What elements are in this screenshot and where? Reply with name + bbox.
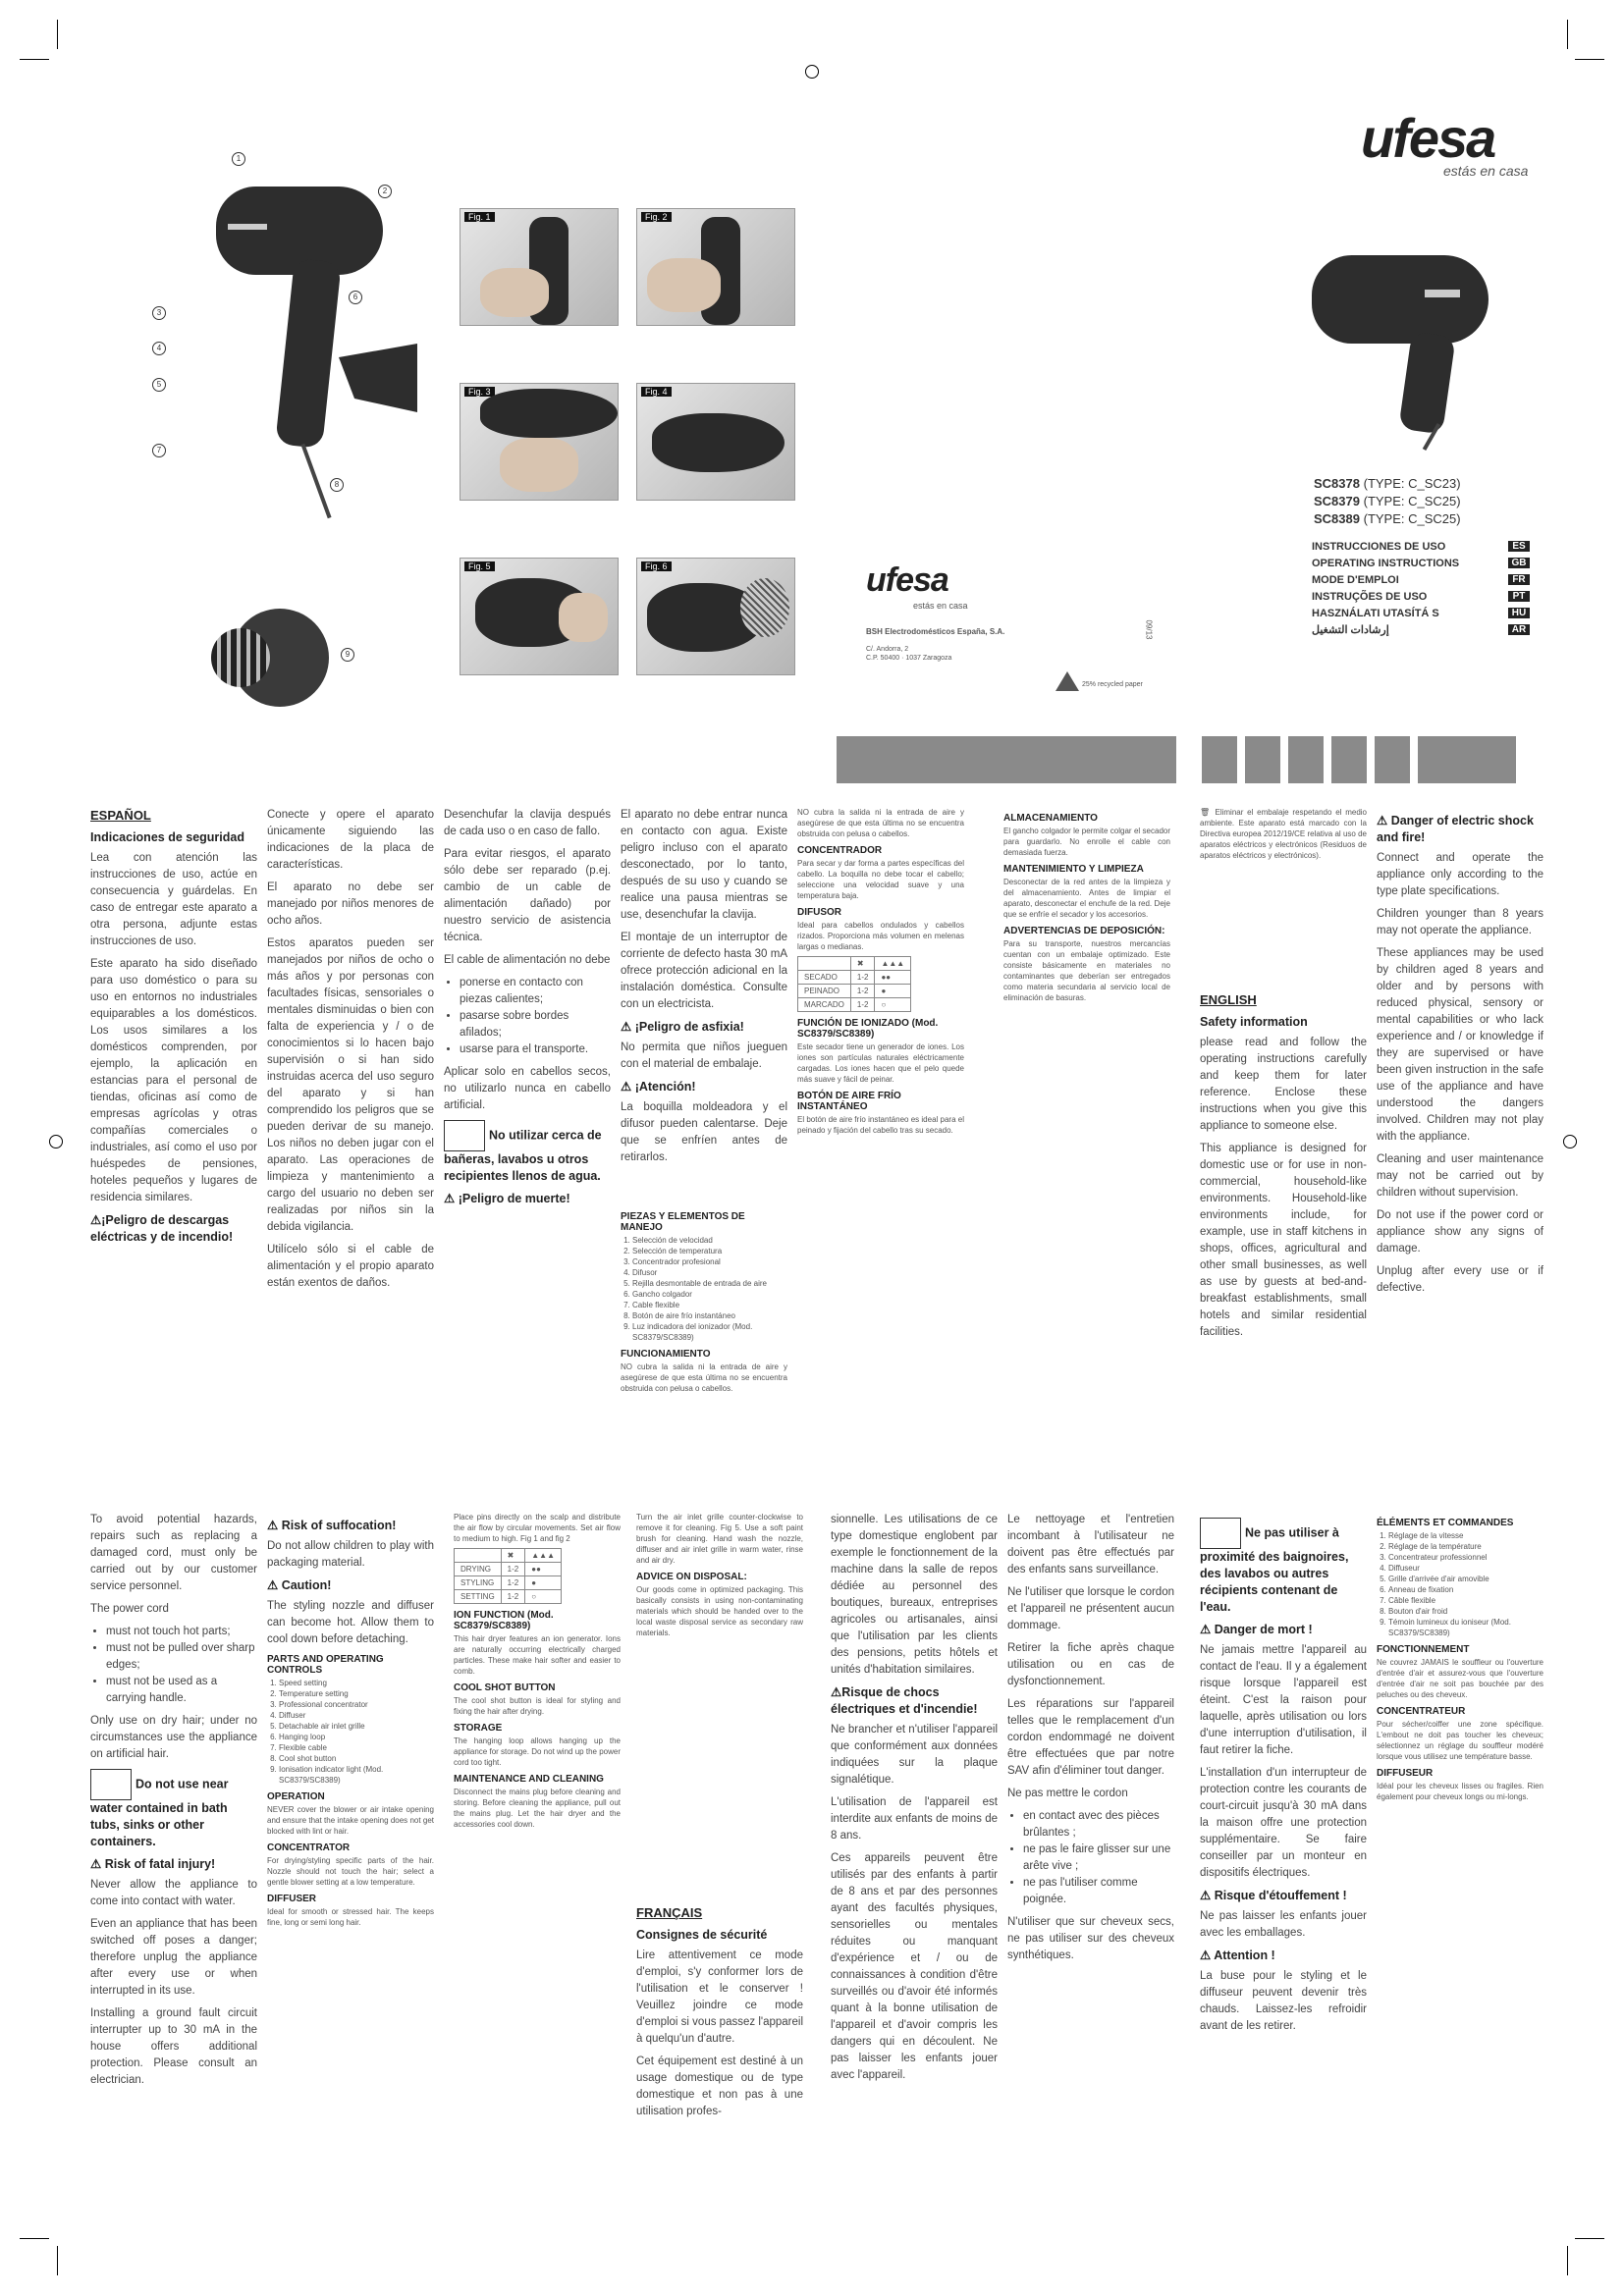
list-item: 5. Detachable air inlet grille	[279, 1721, 434, 1732]
paragraph: Para su transporte, nuestros mercancías cuentan con un embalaje optimizado. Este consiste básicamente en materiales no contaminantes que deberían ser entregados como materia secundaria al servicio local de eliminación de basuras.	[1003, 939, 1170, 1002]
list-item: 4. Diffuseur	[1388, 1563, 1543, 1574]
paragraph: Retirer la fiche après chaque utilisation ou en cas de dysfonctionnement.	[1007, 1642, 1174, 1687]
paragraph: sionnelle. Les utilisations de ce type domestique englobent par exemple le fonctionnement de la machine dans la salle de repos dédiée au personnel des boutiques, bureaux, entreprises agricoles ou artisanales, ainsi que l'utilisation par les clients des pensions, petits hôtels et unités d'habitation similaires.	[831, 1514, 998, 1676]
list-item: 1. Réglage de la vitesse	[1388, 1530, 1543, 1541]
list-item: 2. Temperature setting	[279, 1688, 434, 1699]
crop-mark	[1567, 2246, 1568, 2275]
paragraph: Desconectar de la red antes de la limpieza y del almacenamiento. Antes de limpiar el aparato, desconectar el enchufe de la red. Deje que se enfríe el secador y los accesorios.	[1003, 878, 1170, 919]
paragraph: please read and follow the operating instructions carefully and keep them for later reference. Enclose these instructions when you give this appliance to someone else.	[1200, 1037, 1367, 1132]
figure-photo-5: Fig. 5	[460, 558, 619, 675]
callout-badge: 2	[378, 185, 392, 198]
list-item: 5. Grille d'arrivée d'air amovible	[1388, 1574, 1543, 1584]
warning-title: No utilizar cerca de bañeras, lavabos u otros recipientes llenos de agua.	[444, 1120, 611, 1185]
paragraph: NEVER cover the blower or air intake opening and ensure that the intake opening does not get blocked with lint or hair.	[267, 1805, 434, 1836]
subsection-title: FONCTIONNEMENT	[1377, 1644, 1470, 1655]
brand-tagline: estás en casa	[1443, 163, 1529, 179]
warning-title: Do not use near water contained in bath tubs, sinks or other containers.	[90, 1769, 257, 1850]
callout-badge: 7	[152, 444, 166, 457]
recycled-paper-note: 25% recycled paper	[1082, 681, 1143, 688]
fr-column-3	[1007, 1512, 1174, 2209]
figure-photo-6: Fig. 6	[636, 558, 795, 675]
warning-icon: ⚠	[1200, 1623, 1212, 1636]
registration-mark	[805, 65, 819, 79]
paragraph: El montaje de un interruptor de corriente de defecto hasta 30 mA ofrece protección adicional en la instalación doméstica. Consulte con un electricista.	[621, 932, 787, 1010]
warning-title: ⚠Risque de chocs électriques et d'incendie!	[831, 1685, 978, 1716]
settings-table	[454, 1548, 562, 1604]
list-item: • usarse para el transporte.	[460, 1041, 611, 1058]
warning-icon: ⚠	[1200, 1949, 1212, 1962]
list-item: 2. Selección de temperatura	[632, 1246, 787, 1256]
warning-title: ⚠ Risk of fatal injury!	[90, 1857, 216, 1871]
list-item: • ponerse en contacto con piezas calientes;	[460, 975, 611, 1008]
list-item: • must not be used as a carrying handle.	[106, 1674, 257, 1707]
paragraph: Turn the air inlet grille counter-clockwise to remove it for cleaning. Fig 5. Use a soft paint brush for cleaning. Hand wash the nozzle, diffuser and air inlet grille in warm water, rinse and air dry.	[636, 1513, 803, 1565]
paragraph: Aplicar solo en cabellos secos, no utilizarlo nunca en cabello artificial.	[444, 1066, 611, 1111]
warning-title: ⚠ Caution!	[267, 1578, 332, 1592]
list-item: • pasarse sobre bordes afilados;	[460, 1008, 611, 1041]
subsection-title: ALMACENAMIENTO	[1003, 813, 1098, 824]
grey-bar	[1202, 736, 1237, 783]
paragraph: L'installation d'un interrupteur de protection contre les courants de court-circuit jusqu'à 30 mA dans la maison offre une protection supplémentaire. Se faire conseiller par un monteur en dispositifs électriques.	[1200, 1767, 1367, 1879]
list-item: 8. Botón de aire frío instantáneo	[632, 1310, 787, 1321]
paragraph: El botón de aire frío instantáneo es ideal para el peinado y fijación del cabello tras su secado.	[797, 1115, 964, 1135]
crop-mark	[1567, 20, 1568, 49]
subsection-title: STORAGE	[454, 1723, 503, 1734]
language-list	[1312, 538, 1530, 638]
callout-badge: 9	[341, 648, 354, 662]
paragraph: Lea con atención las instrucciones de uso, actúe en consecuencia y guárdelas. En caso de entregar este aparato a otra persona, adjunte estas instrucciones de uso.	[90, 852, 257, 947]
paragraph: Conecte y opere el aparato únicamente siguiendo las indicaciones de la placa de características.	[267, 809, 434, 871]
brand-logo: ufesa	[1361, 107, 1495, 169]
subsection-title: OPERATION	[267, 1791, 325, 1802]
gb-parts-block	[267, 1654, 434, 1928]
subsection-title: FUNCIONAMIENTO	[621, 1349, 711, 1360]
paragraph: Do not use if the power cord or appliance show any signs of damage.	[1377, 1209, 1543, 1255]
crop-mark	[57, 2246, 58, 2275]
paragraph: Never allow the appliance to come into contact with water.	[90, 1879, 257, 1907]
list-item: 9. Témoin lumineux du ioniseur (Mod. SC8379/SC8389)	[1388, 1617, 1543, 1638]
crop-mark	[57, 20, 58, 49]
paragraph: This appliance is designed for domestic use or for use in non-commercial, household-like environments. Household-like environments include, for example, use in staff kitchens in shops, offices, agricultural and other small businesses, as well as use by guests at bed-and-breakfast establishments, small hotels and similar residential facilities.	[1200, 1143, 1367, 1338]
table-row: ✖ ▲▲▲	[798, 957, 911, 971]
subsection-title: Indicaciones de seguridad	[90, 830, 244, 844]
subsection-title: MAINTENANCE AND CLEANING	[454, 1774, 604, 1785]
language-row: إرشادات التشغيل AR	[1312, 621, 1530, 638]
paragraph: Connect and operate the appliance only according to the type plate specifications.	[1377, 852, 1543, 897]
warning-icon: ⚠	[1377, 814, 1388, 828]
paragraph: La boquilla moldeadora y el difusor pueden calentarse. Deje que se enfríen antes de retirarlos.	[621, 1101, 787, 1163]
imprint-tagline: estás en casa	[913, 601, 968, 611]
paragraph: Desenchufar la clavija después de cada uso o en caso de fallo.	[444, 809, 611, 837]
warning-icon: ⚠	[621, 1080, 632, 1094]
figure-photo-2: Fig. 2	[636, 208, 795, 326]
section-heading: ESPAÑOL	[90, 808, 151, 823]
imprint-logo: ufesa	[866, 561, 948, 599]
warning-icon: ⚠	[90, 1857, 102, 1871]
paragraph: Estos aparatos pueden ser manejados por niños de ocho o más años y por personas con facultades físicas, sensoriales o mentales disminuidas o bien con falta de experiencia y / o de conocimientos si lo hacen bajo supervisión o si han sido instruidas acerca del uso seguro del aparato y si han comprendido los peligros que se pueden derivar de su manejo. Los niños no deben jugar con el aparato. Las operaciones de limpieza y mantenimiento a cargo del usuario no deben ser realizadas por niños sin la debida vigilancia.	[267, 937, 434, 1233]
paragraph: Disconnect the mains plug before cleaning and storing. Before cleaning the appliance, pull out the mains plug. Let the hair dryer and the accessories cool down.	[454, 1788, 621, 1829]
callout-badge: 5	[152, 378, 166, 392]
product-drawing-diffuser	[211, 589, 339, 717]
callout-badge: 4	[152, 342, 166, 355]
grey-bar	[1418, 736, 1516, 783]
section-heading: FRANÇAIS	[636, 1905, 703, 1920]
bullet-list	[90, 1624, 257, 1707]
bullet-list	[444, 975, 611, 1058]
table-row: STYLING 1-2 ●	[455, 1576, 562, 1590]
gb-column-1	[1200, 991, 1367, 1492]
warning-icon: ⚠	[1200, 1889, 1212, 1902]
paragraph: NO cubra la salida ni la entrada de aire y asegúrese de que esta última no se encuentra obstruida con pelusa o cabellos.	[797, 808, 964, 838]
paragraph: L'utilisation de l'appareil est interdite aux enfants de moins de 8 ans.	[831, 1796, 998, 1842]
no-bath-icon	[444, 1120, 485, 1151]
gb-small-column-1	[454, 1512, 621, 2209]
warning-title: ⚠ Attention !	[1200, 1949, 1275, 1962]
warning-icon: ⚠	[831, 1685, 842, 1699]
gb-column-4	[267, 1512, 434, 2209]
warning-title: ⚠ ¡Peligro de muerte!	[444, 1192, 570, 1205]
warning-title: ⚠ ¡Peligro de asfixia!	[621, 1020, 744, 1034]
figure-photo-1: Fig. 1	[460, 208, 619, 326]
crop-mark	[20, 59, 49, 60]
model-row: SC8378 (TYPE: C_SC23)	[1314, 476, 1461, 491]
list-item: 1. Speed setting	[279, 1678, 434, 1688]
warning-title: Ne pas utiliser à proximité des baignoires, des lavabos ou autres récipients contenant de l'eau.	[1200, 1518, 1367, 1616]
paragraph: These appliances may be used by children aged 8 years and older and by persons with reduced physical, sensory or mental capabilities or who lack experience and / or knowledge if they are supervised or have been given instruction in the safe use of the appliance and have understood the dangers involved. Children may not play with the appliance.	[1377, 947, 1543, 1143]
paragraph: Do not allow children to play with packaging material.	[267, 1540, 434, 1569]
fr-column-1	[636, 1904, 803, 2209]
paragraph: The power cord	[90, 1603, 169, 1615]
paragraph: Cet équipement est destiné à un usage domestique ou de type domestique et non pas à une utilisation profes-	[636, 2056, 803, 2117]
weee-bin-icon: 🗑	[1200, 808, 1212, 817]
callout-badge: 8	[330, 478, 344, 492]
model-row: SC8379 (TYPE: C_SC25)	[1314, 494, 1461, 508]
table-row: MARCADO 1-2 ○	[798, 998, 911, 1012]
paragraph: No permita que niños jueguen con el material de embalaje.	[621, 1041, 787, 1070]
paragraph: Ideal para cabellos ondulados y cabellos rizados. Proporciona más volumen en melenas largas o medianas.	[797, 921, 964, 951]
list-item: 1. Selección de velocidad	[632, 1235, 787, 1246]
paragraph: Children younger than 8 years may not operate the appliance.	[1377, 908, 1543, 936]
warning-title: ⚠ Risk of suffocation!	[267, 1519, 397, 1532]
bullet-list	[1007, 1808, 1174, 1908]
es-column-1	[90, 807, 257, 1494]
crop-mark	[1575, 59, 1604, 60]
paragraph: Pour sécher/coiffer une zone spécifique. L'embout ne doit pas toucher les cheveux; sélectionnez un réglage du souffleur modéré lorsque vous utilisez une température basse.	[1377, 1720, 1543, 1761]
subsection-title: ION FUNCTION (Mod. SC8379/SC8389)	[454, 1610, 554, 1631]
gb-small-column-2	[636, 1512, 803, 1885]
list-item: 3. Concentrateur professionnel	[1388, 1552, 1543, 1563]
product-drawing-hairdryer	[206, 167, 393, 520]
subsection-title: PIEZAS Y ELEMENTOS DE MANEJO	[621, 1211, 745, 1233]
subsection-title: COOL SHOT BUTTON	[454, 1682, 556, 1693]
no-bath-icon	[1200, 1518, 1241, 1549]
subsection-title: ÉLÉMENTS ET COMMANDES	[1377, 1518, 1514, 1528]
grey-bar	[1375, 736, 1410, 783]
paragraph: Lire attentivement ce mode d'emploi, s'y conformer lors de l'utilisation et le conserver ! Veuillez joindre ce mode d'emploi si vous passez l'appareil à quelqu'un d'autre.	[636, 1949, 803, 2045]
warning-title: ⚠¡Peligro de descargas eléctricas y de incendio!	[90, 1213, 234, 1244]
subsection-title: DIFUSOR	[797, 907, 841, 918]
paragraph: Ces appareils peuvent être utilisés par des enfants à partir de 8 ans et par des personnes ayant des facultés physiques, sensorielles ou mentales réduites ou manquant d'expérience et / ou de connaissances à condition d'être surveillés ou d'avoir été informés quant à la bonne utilisation de l'appareil et d'avoir compris les dangers qui en découlent. Ne pas laisser les enfants jouer avec l'appareil.	[831, 1852, 998, 2081]
list-item: • ne pas l'utiliser comme poignée.	[1023, 1875, 1174, 1908]
list-item: 9. Ionisation indicator light (Mod. SC8379/SC8389)	[279, 1764, 434, 1786]
subsection-title: BOTÓN DE AIRE FRÍO INSTANTÁNEO	[797, 1091, 901, 1112]
warning-title: ⚠ Risque d'étouffement !	[1200, 1889, 1347, 1902]
imprint-address2: C.P. 50400 · 1037 Zaragoza	[866, 655, 952, 662]
paragraph: N'utiliser que sur cheveux secs, ne pas utiliser sur des cheveux synthétiques.	[1007, 1916, 1174, 1961]
language-row: HASZNÁLATI UTASÍTÁ S HU	[1312, 605, 1530, 621]
list-item: 6. Anneau de fixation	[1388, 1584, 1543, 1595]
paragraph: Ne pas laisser les enfants jouer avec les emballages.	[1200, 1910, 1367, 1939]
parts-list	[1377, 1530, 1543, 1638]
list-item: 9. Luz indicadora del ionizador (Mod. SC8379/SC8389)	[632, 1321, 787, 1343]
subsection-title: DIFFUSER	[267, 1894, 316, 1904]
paragraph: Only use on dry hair; under no circumstances use the appliance on artificial hair.	[90, 1715, 257, 1760]
paragraph: El cable de alimentación no debe	[444, 954, 611, 966]
paragraph: Unplug after every use or if defective.	[1377, 1265, 1543, 1294]
figure-photo-3: Fig. 3	[460, 383, 619, 501]
subsection-title: ADVERTENCIAS DE DEPOSICIÓN:	[1003, 926, 1165, 936]
list-item: • must not touch hot parts;	[106, 1624, 257, 1640]
list-item: • en contact avec des pièces brûlantes ;	[1023, 1808, 1174, 1842]
paragraph: Ne couvrez JAMAIS le souffleur ou l'ouverture d'entrée d'air et assurez-vous que l'ouverture d'entrée d'air ne soit pas bouchée par des peluches ou des cheveux.	[1377, 1658, 1543, 1699]
es-column-3	[444, 807, 611, 1494]
paragraph: Ne brancher et n'utiliser l'appareil que conformément aux données indiquées sur la plaque signalétique.	[831, 1724, 998, 1786]
paragraph: 🗑 Eliminar el embalaje respetando el medio ambiente. Este aparato está marcado con la Directiva europea 2012/19/CE relativa al uso de aparatos eléctricos y electrónicos (Residuos de aparatos eléctricos y electrónicos).	[1200, 808, 1367, 860]
warning-title: ⚠ ¡Atención!	[621, 1080, 696, 1094]
warning-title: ⚠ Danger of electric shock and fire!	[1377, 814, 1534, 844]
paragraph: Este secador tiene un generador de iones. Los iones son partículas naturales eléctricamente cargadas. Los iones hacen que el pelo quede más suave y fácil de peinar.	[797, 1042, 964, 1084]
paragraph: Place pins directly on the scalp and distribute the air flow by circular movements. Set air flow to medium to high. Fig 1 and fig 2	[454, 1513, 621, 1543]
paragraph: Le nettoyage et l'entretien incombant à l'utilisateur ne doivent pas être effectués par des enfants sans surveillance.	[1007, 1514, 1174, 1575]
language-row: INSTRUÇÕES DE USO PT	[1312, 588, 1530, 605]
list-item: 4. Diffuser	[279, 1710, 434, 1721]
paragraph: Para secar y dar forma a partes específicas del cabello. La boquilla no debe tocar el cabello; seleccione una velocidad suave y una temperatura baja.	[797, 859, 964, 900]
paragraph: Utilícelo sólo si el cable de alimentación y el propio aparato están exentos de daños.	[267, 1244, 434, 1289]
paragraph: Para evitar riesgos, el aparato sólo debe ser reparado (p.ej. cambio de un cable de alimentación dañado) por nuestro servicio de asistencia técnica.	[444, 848, 611, 943]
list-item: 8. Bouton d'air froid	[1388, 1606, 1543, 1617]
callout-badge: 6	[349, 291, 362, 304]
warning-icon: ⚠	[267, 1578, 279, 1592]
list-item: 7. Flexible cable	[279, 1742, 434, 1753]
paragraph: The hanging loop allows hanging up the appliance for storage. Do not wind up the power cord too tight.	[454, 1736, 621, 1767]
grey-bar	[1245, 736, 1280, 783]
paragraph: Installing a ground fault circuit interrupter up to 30 mA in the house offers additional protection. Please consult an electrician.	[90, 2007, 257, 2086]
paragraph: Ne l'utiliser que lorsque le cordon et l'appareil ne présentent aucun dommage.	[1007, 1586, 1174, 1631]
model-row: SC8389 (TYPE: C_SC25)	[1314, 511, 1461, 526]
list-item: 6. Hanging loop	[279, 1732, 434, 1742]
no-bath-icon	[90, 1769, 132, 1800]
list-item: 2. Réglage de la température	[1388, 1541, 1543, 1552]
callout-badge: 3	[152, 306, 166, 320]
figure-photo-4: Fig. 4	[636, 383, 795, 501]
warning-icon: ⚠	[267, 1519, 279, 1532]
list-item: 5. Rejilla desmontable de entrada de aire	[632, 1278, 787, 1289]
list-item: 3. Concentrador profesional	[632, 1256, 787, 1267]
subsection-title: CONCENTRADOR	[797, 845, 883, 856]
list-item: 4. Difusor	[632, 1267, 787, 1278]
paragraph: The styling nozzle and diffuser can become hot. Allow them to cool down before detaching.	[267, 1600, 434, 1645]
paragraph: El aparato no debe ser manejado por niños menores de ocho años.	[267, 881, 434, 927]
list-item: 3. Professional concentrator	[279, 1699, 434, 1710]
model-list	[1314, 475, 1530, 528]
paragraph: For drying/styling specific parts of the hair. Nozzle should not touch the hair; select a gentle blower setting at a low temperature.	[267, 1856, 434, 1887]
list-item: 8. Cool shot button	[279, 1753, 434, 1764]
es-small-column-1	[621, 1205, 787, 1490]
crop-mark	[1575, 2238, 1604, 2239]
es-column-2	[267, 807, 434, 1494]
subsection-title: ADVICE ON DISPOSAL:	[636, 1572, 747, 1582]
settings-table	[797, 956, 911, 1012]
subsection-title: MANTENIMIENTO Y LIMPIEZA	[1003, 864, 1144, 875]
paragraph: La buse pour le styling et le diffuseur peuvent devenir très chauds. Laissez-les refroidir avant de les retirer.	[1200, 1970, 1367, 2032]
subsection-title: CONCENTRATEUR	[1377, 1706, 1466, 1717]
registration-mark	[49, 1135, 63, 1148]
subsection-title: Safety information	[1200, 1015, 1308, 1029]
subsection-title: PARTS AND OPERATING CONTROLS	[267, 1654, 384, 1676]
parts-list	[267, 1678, 434, 1786]
section-heading: ENGLISH	[1200, 992, 1257, 1007]
paragraph: Cleaning and user maintenance may not be carried out by children without supervision.	[1377, 1153, 1543, 1199]
subsection-title: Consignes de sécurité	[636, 1928, 768, 1942]
language-row: INSTRUCCIONES DE USO ES	[1312, 538, 1530, 555]
recycle-icon	[1056, 671, 1079, 691]
fr-column-2	[831, 1512, 998, 2209]
subsection-title: DIFFUSEUR	[1377, 1768, 1434, 1779]
paragraph: Ne pas mettre le cordon	[1007, 1788, 1128, 1799]
paragraph: Ideal for smooth or stressed hair. The keeps fine, long or semi long hair.	[267, 1907, 434, 1927]
fr-small-column-1	[1377, 1512, 1543, 2209]
warning-icon: ⚠	[444, 1192, 456, 1205]
paragraph: Our goods come in optimized packaging. This basically consists in using non-contaminating materials which should be handed over to the local waste disposal service as secondary raw materials.	[636, 1585, 803, 1637]
crop-mark	[20, 2238, 49, 2239]
parts-list	[621, 1235, 787, 1343]
paragraph: El gancho colgador le permite colgar el secador para guardarlo. No enrolle el cable con demasiada fuerza.	[1003, 827, 1170, 857]
paragraph: Even an appliance that has been switched off poses a danger; therefore unplug the appliance after every use or when interrupted in its use.	[90, 1918, 257, 1997]
gb-column-3	[90, 1512, 257, 2209]
fr-column-4	[1200, 1512, 1367, 2209]
imprint-company: BSH Electrodomésticos España, S.A.	[866, 627, 1005, 636]
paragraph: The cool shot button is ideal for styling and fixing the hair after drying.	[454, 1696, 621, 1716]
es-small-column-3	[1003, 807, 1170, 1494]
paragraph: Les réparations sur l'appareil telles que le remplacement d'un cordon endommagé ne doivent être effectuées que par notre SAV afin d'éliminer tout danger.	[1007, 1698, 1174, 1777]
list-item: 7. Câble flexible	[1388, 1595, 1543, 1606]
imprint-address1: C/. Andorra, 2	[866, 646, 909, 653]
subsection-title: FUNCIÓN DE IONIZADO (Mod. SC8379/SC8389)	[797, 1018, 939, 1040]
warning-icon: ⚠	[621, 1020, 632, 1034]
paragraph: El aparato no debe entrar nunca en contacto con agua. Existe peligro incluso con el aparato desconectado, por lo tanto, después de su uso y cuando se realice una pausa mientras se use, desenchufar la clavija.	[621, 809, 787, 921]
list-item: 6. Gancho colgador	[632, 1289, 787, 1300]
paragraph: NO cubra la salida ni la entrada de aire y asegúrese de que esta última no se encuentra obstruida con pelusa o cabellos.	[621, 1362, 787, 1393]
gb-column-2	[1377, 807, 1543, 1494]
paragraph: Este aparato ha sido diseñado para uso doméstico o para su uso en entornos no industriales equiparables a los domésticos. Los usos similares a los domésticos comprenden, por ejemplo, la aplicación en estancias para el personal de tiendas, oficinas así como de empresas agrícolas y otras compañías comerciales o industriales, así como el uso por huéspedes de pensiones, hoteles pequeños y lugares de residencia similares.	[90, 958, 257, 1203]
list-item: • ne pas le faire glisser sur une arête vive ;	[1023, 1842, 1174, 1875]
table-row: ✖ ▲▲▲	[455, 1549, 562, 1563]
callout-badge: 1	[232, 152, 245, 166]
paragraph: To avoid potential hazards, repairs such as replacing a damaged cord, must only be carried out by our customer service personnel.	[90, 1514, 257, 1592]
table-row: DRYING 1-2 ●●	[455, 1563, 562, 1576]
warning-title: ⚠ Danger de mort !	[1200, 1623, 1313, 1636]
grey-bar	[1331, 736, 1367, 783]
es-small-column-4	[1200, 807, 1367, 1003]
paragraph: Ne jamais mettre l'appareil au contact de l'eau. Il y a également risque lorsque l'appareil est éteint. C'est la raison pour laquelle, après utilisation ou lors d'une interruption d'utilisation, il faut retirer la fiche.	[1200, 1644, 1367, 1756]
table-row: SECADO 1-2 ●●	[798, 971, 911, 985]
table-row: SETTING 1-2 ○	[455, 1590, 562, 1604]
paragraph: Idéal pour les cheveux lisses ou fragiles. Rien également pour cheveux longs ou mi-longs.	[1377, 1782, 1543, 1801]
subsection-title: CONCENTRATOR	[267, 1842, 351, 1853]
cover-product-photo	[1312, 236, 1508, 452]
paragraph: This hair dryer features an ion generator. Ions are naturally occurring electrically charged particles. These make hair softer and easier to comb.	[454, 1634, 621, 1676]
table-row: PEINADO 1-2 ●	[798, 985, 911, 998]
grey-bar	[1288, 736, 1324, 783]
list-item: • must not be pulled over sharp edges;	[106, 1640, 257, 1674]
grey-bar	[837, 736, 1176, 783]
registration-mark	[1563, 1135, 1577, 1148]
language-row: MODE D'EMPLOI FR	[1312, 571, 1530, 588]
language-row: OPERATING INSTRUCTIONS GB	[1312, 555, 1530, 571]
list-item: 7. Cable flexible	[632, 1300, 787, 1310]
imprint-date: 09/13	[1144, 619, 1154, 640]
es-small-column-2	[797, 807, 964, 1494]
warning-icon: ⚠	[90, 1213, 102, 1227]
